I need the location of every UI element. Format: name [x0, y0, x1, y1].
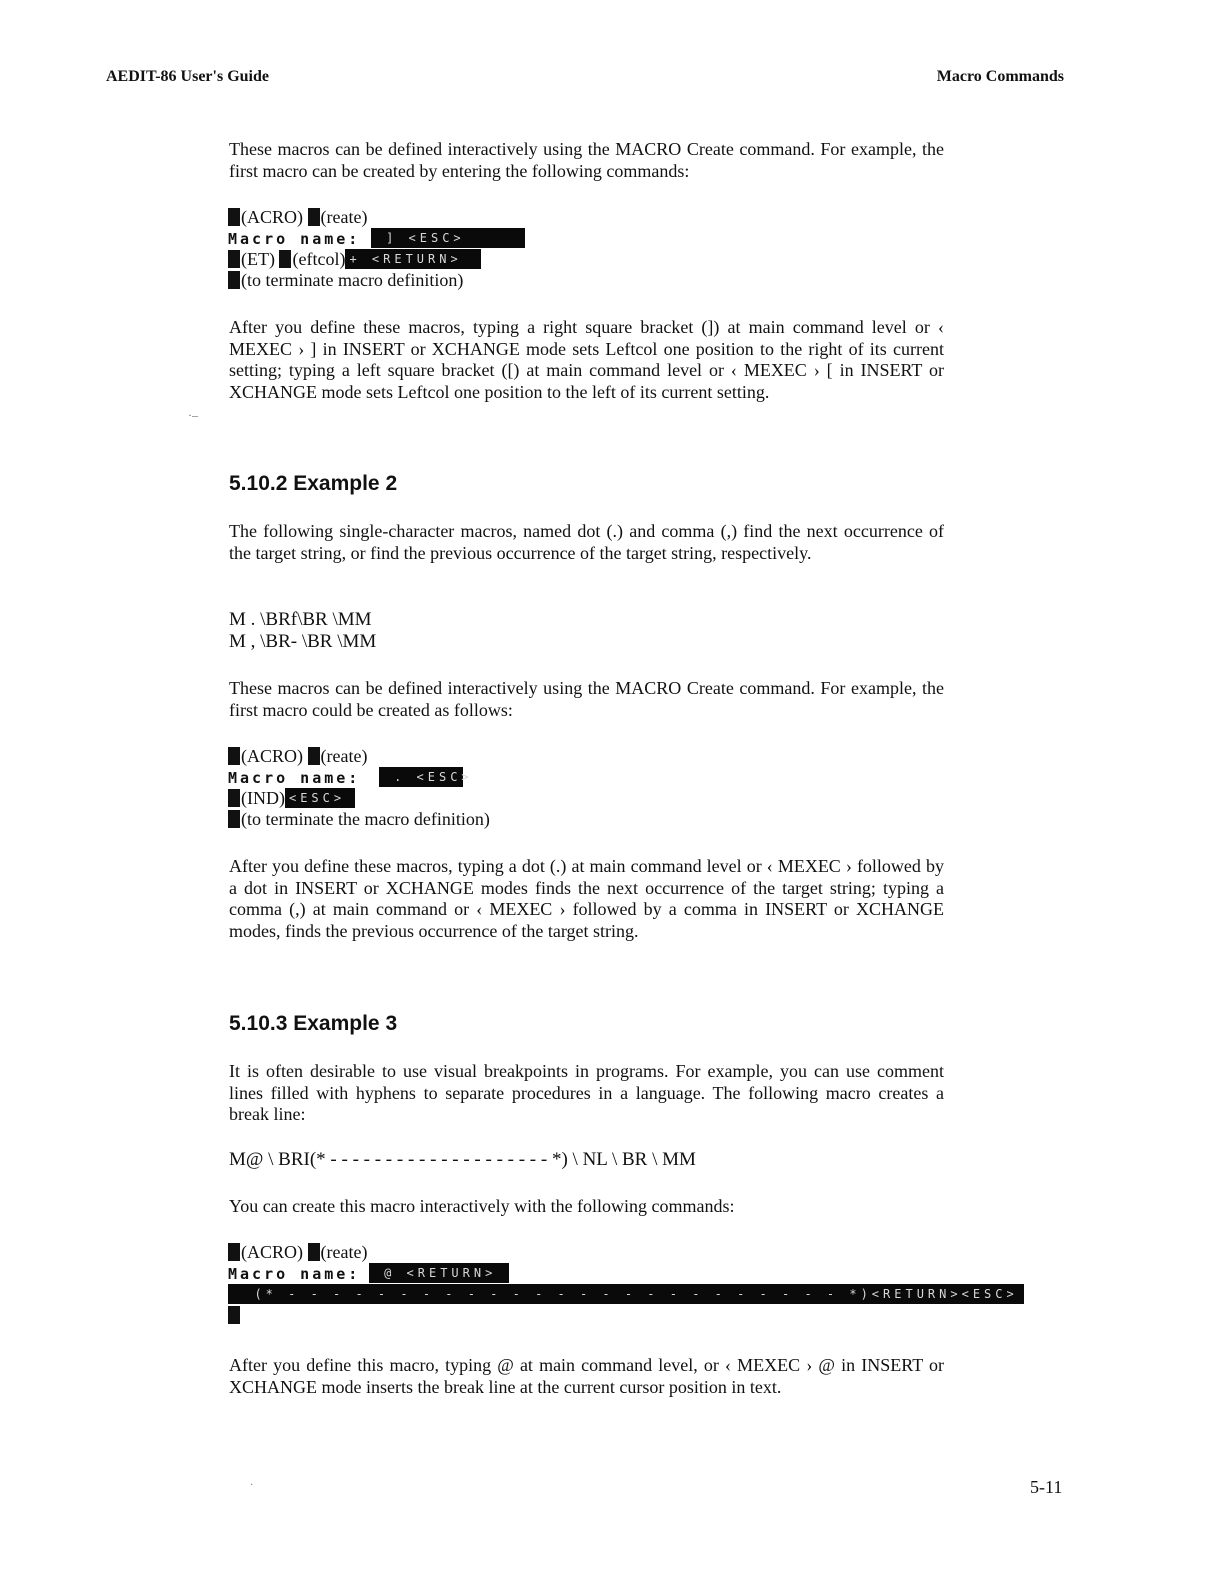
page-number: 5-11	[1030, 1477, 1063, 1497]
key-marker	[228, 747, 240, 765]
running-header-left: AEDIT-86 User's Guide	[106, 68, 269, 85]
example3-key-sequence	[228, 1242, 1024, 1326]
key-marker	[308, 1243, 320, 1261]
section-number: 5.10.2	[229, 472, 288, 495]
example2-code-line-1: M . \BRf\BR \MM	[229, 609, 372, 630]
macro-name-prompt: Macro name:	[228, 1265, 361, 1283]
section-number: 5.10.3	[229, 1012, 288, 1035]
example1-key-sequence	[228, 207, 525, 291]
margin-mark: ·–	[188, 408, 198, 422]
example3-intro2-paragraph: You can create this macro interactively with the following commands:	[229, 1196, 735, 1216]
key-marker	[228, 271, 240, 289]
section-title: Example 2	[293, 472, 398, 495]
running-header-right: Macro Commands	[936, 68, 1064, 85]
key-line3: (ET)	[241, 249, 280, 269]
inverse-keys: @ <RETURN>	[369, 1263, 509, 1283]
key-line1b: (reate)	[320, 1242, 368, 1262]
after-example3-paragraph: After you define this macro, typing @ at main command level, or ‹ MEXEC › @ in INSERT or XCHANGE mode inserts the break line at the current cursor position in text.	[229, 1355, 944, 1397]
section-heading-5-10-2	[229, 472, 397, 496]
macro-name-prompt: Macro name:	[228, 769, 361, 787]
key-line1: (ACRO)	[241, 1242, 308, 1262]
key-marker	[228, 208, 240, 226]
intro-paragraph: These macros can be defined interactively using the MACRO Create command. For example, the first macro can be created by entering the following commands:	[229, 139, 944, 181]
after-example2-paragraph: After you define these macros, typing a dot (.) at main command level or ‹ MEXEC › followed by a dot in INSERT or XCHANGE modes finds the next occurrence of the target string; typing a comma (,) at main command or ‹ MEXEC › followed by a comma in INSERT or XCHANGE modes, finds the previous occurrence of the target string.	[229, 856, 944, 941]
key-marker	[228, 250, 240, 268]
inverse-keys: <ESC>	[285, 788, 355, 808]
macro-name-prompt: Macro name:	[228, 230, 361, 248]
key-line1b: (reate)	[320, 207, 368, 227]
key-line3b: (eftcol)	[292, 249, 346, 269]
inverse-keys: ] <ESC>	[371, 228, 525, 248]
example2-intro-paragraph: The following single-character macros, named dot (.) and comma (,) find the next occurrence of the target string, or find the previous occurrence of the target string, respectively.	[229, 521, 944, 563]
scan-dot: ·	[250, 1480, 254, 1491]
after-example1-paragraph: After you define these macros, typing a right square bracket (]) at main command level or ‹ MEXEC › ] in INSERT or XCHANGE mode sets Leftcol one position to the right of its current setting; typing a left square bracket ([) at main command level or ‹ MEXEC › [ in INSERT or XCHANGE mode sets Leftcol one position to the left of its current setting.	[229, 317, 944, 402]
key-marker	[228, 1306, 240, 1324]
section-heading-5-10-3	[229, 1012, 397, 1036]
inverse-keys: + <RETURN>	[345, 249, 481, 269]
key-marker	[279, 250, 291, 268]
key-marker	[308, 208, 320, 226]
key-line1: (ACRO)	[241, 746, 308, 766]
example2-intro2-paragraph: These macros can be defined interactively using the MACRO Create command. For example, the first macro could be created as follows:	[229, 678, 944, 720]
key-marker	[228, 789, 240, 807]
section-title: Example 3	[293, 1012, 398, 1035]
inverse-break-line-keys: (* - - - - - - - - - - - - - - - - - - - - - - - - - *)<RETURN><ESC>	[228, 1284, 1024, 1304]
key-marker	[308, 747, 320, 765]
example3-code-line: M@ \ BRI(* - - - - - - - - - - - - - - - - - - - - *) \ NL \ BR \ MM	[229, 1149, 696, 1170]
key-line1b: (reate)	[320, 746, 368, 766]
key-line4: (to terminate the macro definition)	[241, 809, 490, 829]
example2-code-line-2: M , \BR- \BR \MM	[229, 631, 377, 652]
key-marker	[228, 1243, 240, 1261]
key-line4: (to terminate macro definition)	[241, 270, 464, 290]
key-line3: (IND)	[241, 788, 285, 808]
example3-intro-paragraph: It is often desirable to use visual breakpoints in programs. For example, you can use comment lines filled with hyphens to separate procedures in a language. The following macro creates a break line:	[229, 1061, 944, 1125]
inverse-keys: . <ESC>	[379, 767, 463, 787]
key-line1: (ACRO)	[241, 207, 308, 227]
example2-key-sequence	[228, 746, 490, 830]
key-marker	[228, 810, 240, 828]
